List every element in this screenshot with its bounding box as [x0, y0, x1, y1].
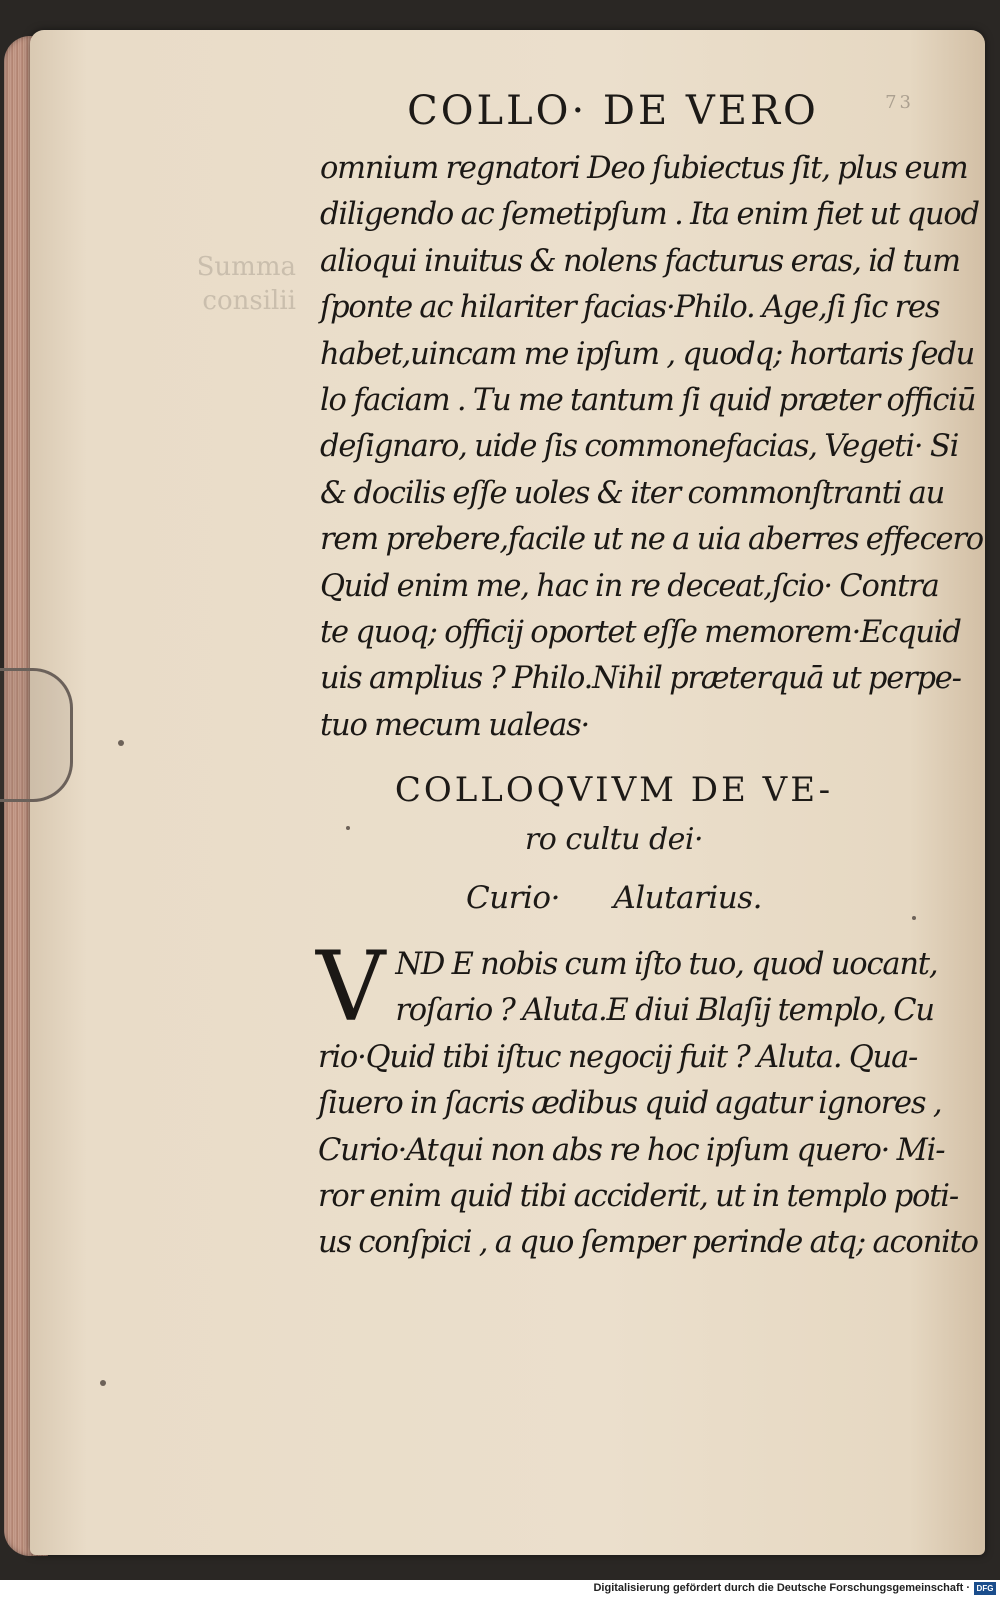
text-line: ND E nobis cum iſto tuo, quod uocant,: [395, 947, 938, 982]
running-title: COLLO· DE VERO: [407, 88, 819, 134]
drop-cap: V: [316, 931, 386, 1043]
text-line: rem prebere,facile ut ne a uia aberres effecero: [320, 522, 983, 558]
paper-speck: [118, 740, 124, 746]
speaker-name: Curio·: [466, 880, 560, 916]
text-line: ſiuero in ſacris ædibus quid agatur ignores ,: [318, 1086, 942, 1122]
paragraph-1: [320, 146, 983, 749]
show-through-line: consilii: [202, 286, 296, 316]
footer-bar: [0, 1580, 1000, 1599]
paper-speck: [912, 916, 916, 920]
text-line: Curio·Atqui non abs re hoc ipſum quero· Mi-: [318, 1132, 945, 1168]
funding-credit: Digitalisierung gefördert durch die Deutsche Forschungsgemeinschaft ·: [593, 1582, 970, 1594]
text-line: lo faciam . Tu me tantum ſi quid præter officiū: [320, 383, 976, 419]
section-subtitle: ro cultu dei·: [524, 822, 704, 857]
text-line: ror enim quid tibi acciderit, ut in templo poti-: [318, 1179, 958, 1215]
paper-speck: [346, 826, 350, 830]
page-number: 73: [885, 92, 914, 113]
text-line: tuo mecum ualeas·: [320, 707, 590, 743]
show-through-text: [196, 250, 296, 360]
speaker-name: Alutarius.: [613, 880, 762, 916]
paragraph-2: [316, 931, 978, 1267]
speaker-list: [318, 880, 910, 916]
text-line: omnium regnatori Deo ſubiectus ſit, plus eum: [320, 151, 968, 186]
text-line: Quid enim me, hac in re deceat,ſcio· Contra: [320, 568, 939, 604]
text-line: rio·Quid tibi iſtuc negocij fuit ? Aluta. Qua-: [318, 1039, 918, 1075]
running-header: [318, 88, 914, 134]
show-through-line: Summa: [196, 252, 296, 282]
book-clasp: [0, 668, 73, 802]
text-line: diligendo ac ſemetipſum . Ita enim fiet ut quod: [320, 197, 979, 233]
text-line: ſponte ac hilariter facias·Philo. Age,ſi ſic res: [320, 290, 940, 326]
text-line: us conſpici , a quo ſemper perinde atq; aconito: [318, 1225, 978, 1261]
text-line: deſignaro, uide ſis commonefacias, Vegeti· Si: [320, 429, 959, 465]
text-line: alioqui inuitus & nolens facturus eras, id tum: [320, 243, 960, 279]
text-line: uis amplius ? Philo.Nihil præterquā ut perpe-: [320, 661, 961, 697]
section-title: COLLOQVIVM DE VE-: [394, 770, 834, 810]
dfg-logo: DFG: [974, 1582, 996, 1595]
text-line: habet,uincam me ipſum , quodq; hortaris ſedu: [320, 336, 975, 372]
paper-speck: [100, 1380, 106, 1386]
text-line: & docilis eſſe uoles & iter commonſtranti au: [320, 475, 945, 511]
text-line: roſario ? Aluta.E diui Blaſij templo, Cu: [395, 993, 934, 1029]
text-line: te quoq; officij oportet eſſe memorem·Ecquid: [320, 615, 961, 651]
